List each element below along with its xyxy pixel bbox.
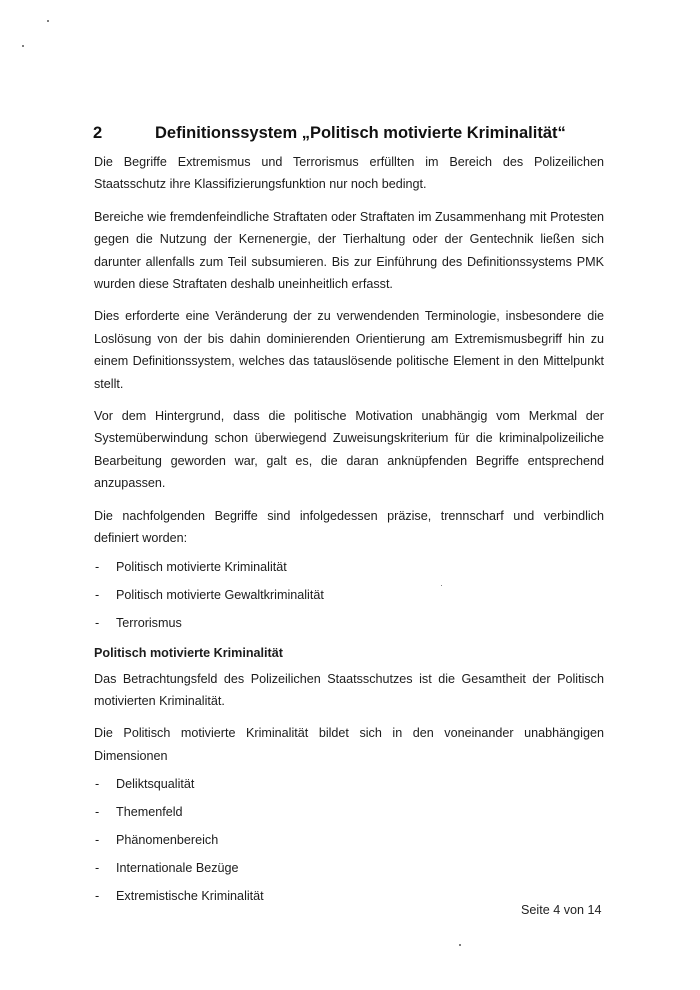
terms-list [94, 556, 604, 640]
paragraph: Die Politisch motivierte Kriminalität bildet sich in den voneinander unabhängigen Dimensionen [94, 726, 604, 763]
section-title: Definitionssystem „Politisch motivierte Kriminalität“ [155, 124, 566, 142]
scan-speck [47, 20, 49, 22]
list-item [94, 556, 604, 584]
page-number: Seite 4 von 14 [521, 903, 602, 917]
list-item [94, 857, 604, 885]
list-item-label: Themenfeld [116, 805, 183, 820]
document-body [94, 151, 604, 913]
list-item-label: Politisch motivierte Kriminalität [116, 559, 287, 574]
paragraph: Die Begriffe Extremismus und Terrorismus erfüllten im Bereich des Polizeilichen Staatsschutz ihre Klassifizierungsfunktion nur noch bedingt. [94, 155, 604, 192]
list-marker: - [95, 615, 100, 630]
list-marker: - [95, 861, 100, 876]
scan-speck [22, 45, 24, 47]
list-marker: - [95, 559, 100, 574]
list-item [94, 612, 604, 640]
subsection-heading: Politisch motivierte Kriminalität [94, 645, 283, 660]
list-item [94, 584, 604, 612]
scan-speck [459, 944, 461, 946]
paragraph: Das Betrachtungsfeld des Polizeilichen Staatsschutzes ist die Gesamtheit der Politisch motivierten Kriminalität. [94, 671, 604, 708]
list-marker: - [95, 833, 100, 848]
list-item-label: Extremistische Kriminalität [116, 889, 264, 904]
list-marker: - [95, 805, 100, 820]
paragraph: Vor dem Hintergrund, dass die politische Motivation unabhängig vom Merkmal der Systemüberwindung schon überwiegend Zuweisungskriterium für die kriminalpolizeiliche Bearbeitung geworden war, galt es, die daran anknüpfenden Begriffe entsprechend anzupassen. [94, 409, 604, 491]
list-item-label: Deliktsqualität [116, 777, 195, 792]
list-item [94, 829, 604, 857]
section-heading [93, 124, 613, 143]
list-marker: - [95, 777, 100, 792]
list-item [94, 773, 604, 801]
paragraph: Bereiche wie fremdenfeindliche Straftaten oder Straftaten im Zusammenhang mit Protesten gegen die Nutzung der Kernenergie, der Tierhaltung oder der Gentechnik ließen sich darunter allenfalls zum Teil subsumieren. Bis zur Einführung des Definitionssystems PMK wurden diese Straftaten deshalb uneinheitlich erfasst. [94, 209, 604, 292]
paragraph: Dies erforderte eine Veränderung der zu verwendenden Terminologie, insbesondere die Loslösung von der bis dahin dominierenden Orientierung am Extremismusbegriff hin zu einem Definitionssystem, welches das tatauslösende politische Element in den Mittelpunkt stellt. [94, 309, 604, 391]
list-item-label: Internationale Bezüge [116, 861, 239, 876]
dimensions-list [94, 773, 604, 913]
list-marker: - [95, 587, 100, 602]
list-item-label: Phänomenbereich [116, 833, 219, 848]
list-item-label: Politisch motivierte Gewaltkriminalität [116, 587, 324, 602]
section-number: 2 [93, 124, 103, 142]
paragraph: Die nachfolgenden Begriffe sind infolgedessen präzise, trennscharf und verbindlich definiert worden: [94, 508, 604, 546]
list-item-label: Terrorismus [116, 615, 182, 630]
list-item [94, 801, 604, 829]
list-marker: - [95, 889, 100, 904]
